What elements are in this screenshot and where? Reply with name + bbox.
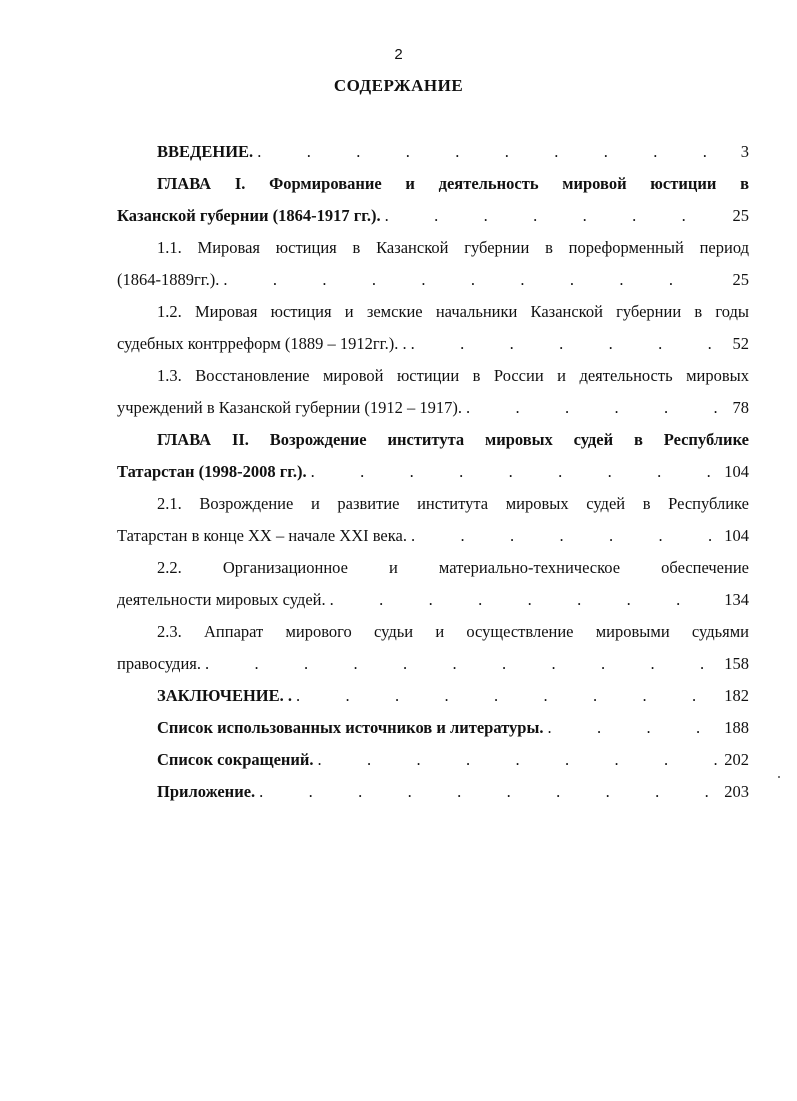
dot-leader: [253, 136, 719, 168]
toc-line-text: Список сокращений.: [157, 750, 314, 769]
toc-entry-section-2-3[interactable]: [117, 616, 749, 680]
toc-line-text: учреждений в Казанской губернии (1912 – 1917).: [117, 398, 463, 417]
toc-line-text: ГЛАВА I. Формирование и деятельность мировой юстиции в: [157, 174, 749, 193]
toc-line-text: Татарстан в конце XX – начале XXI века.: [117, 526, 407, 545]
toc-line: [117, 328, 749, 360]
toc-line-text: 1.2. Мировая юстиция и земские начальники Казанской губернии в годы: [157, 302, 749, 321]
toc-page-number: 182: [724, 686, 749, 705]
toc-line-text: Татарстан (1998-2008 гг.).: [117, 462, 307, 481]
toc-line-text: судебных контрреформ (1889 – 1912гг.). .: [117, 334, 407, 353]
toc-line: [117, 776, 749, 808]
toc-line: [117, 680, 749, 712]
toc-line-text: деятельности мировых судей.: [117, 590, 326, 609]
toc-page-number: 158: [724, 654, 749, 673]
toc-entry-section-2-2[interactable]: [117, 552, 749, 616]
toc-line: [117, 232, 749, 264]
toc-entry-section-1-2[interactable]: [117, 296, 749, 360]
scan-speck: [778, 776, 780, 778]
toc-page-number: 188: [724, 718, 749, 737]
toc-line: [117, 200, 749, 232]
toc-line: [117, 520, 749, 552]
toc-line-text: ЗАКЛЮЧЕНИЕ. .: [157, 686, 292, 705]
toc-line: [117, 744, 749, 776]
toc-line: [117, 552, 749, 584]
toc-line: [117, 616, 749, 648]
dot-leader: [314, 744, 719, 776]
toc-line-text: ВВЕДЕНИЕ.: [157, 142, 254, 161]
dot-leader: [407, 328, 719, 360]
toc-line-text: Приложение.: [157, 782, 256, 801]
toc-page-number: 134: [724, 590, 749, 609]
toc-line-text: 1.1. Мировая юстиция в Казанской губернии в пореформенный период: [157, 238, 749, 257]
toc-page-number: 78: [732, 398, 749, 417]
toc-line-text: 2.3. Аппарат мирового судьи и осуществление мировыми судьями: [157, 622, 749, 641]
toc-entry-chapter-1[interactable]: [117, 168, 749, 232]
toc-entry-introduction[interactable]: [117, 136, 749, 168]
toc-entry-appendix[interactable]: [117, 776, 749, 808]
toc-line-text: 1.3. Восстановление мировой юстиции в России и деятельность мировых: [157, 366, 749, 385]
dot-leader: [201, 648, 719, 680]
toc-line-text: 2.1. Возрождение и развитие института мировых судей в Республике: [157, 494, 749, 513]
page-number: 2: [394, 46, 403, 63]
toc-line: [117, 168, 749, 200]
dot-leader: [543, 712, 719, 744]
toc-line: [117, 488, 749, 520]
toc-page-number: 3: [740, 142, 749, 161]
toc-entry-section-1-1[interactable]: [117, 232, 749, 296]
toc-page-number: 52: [732, 334, 749, 353]
toc-line: [117, 264, 749, 296]
dot-leader: [462, 392, 719, 424]
toc-entry-section-2-1[interactable]: [117, 488, 749, 552]
toc-page-number: 203: [724, 782, 749, 801]
toc-entry-bibliography[interactable]: [117, 712, 749, 744]
toc-line: [117, 392, 749, 424]
toc-line: [117, 296, 749, 328]
toc-page-number: 104: [724, 526, 749, 545]
table-of-contents: [117, 136, 749, 808]
toc-entry-conclusion[interactable]: [117, 680, 749, 712]
toc-line: [117, 456, 749, 488]
toc-line-text: Казанской губернии (1864-1917 гг.).: [117, 206, 381, 225]
toc-line: [117, 360, 749, 392]
toc-line-text: (1864-1889гг.).: [117, 270, 220, 289]
toc-line: [117, 424, 749, 456]
dot-leader: [219, 264, 719, 296]
toc-line-text: Список использованных источников и литературы.: [157, 718, 544, 737]
toc-line: [117, 584, 749, 616]
toc-entry-abbreviations[interactable]: [117, 744, 749, 776]
toc-page-number: 202: [724, 750, 749, 769]
toc-page-number: 25: [732, 270, 749, 289]
dot-leader: [381, 200, 719, 232]
toc-entry-chapter-2[interactable]: [117, 424, 749, 488]
toc-line: [117, 136, 749, 168]
toc-line-text: правосудия.: [117, 654, 201, 673]
dot-leader: [307, 456, 719, 488]
toc-line-text: ГЛАВА II. Возрождение института мировых судей в Республике: [157, 430, 749, 449]
toc-line: [117, 648, 749, 680]
toc-page-number: 25: [732, 206, 749, 225]
page-title: СОДЕРЖАНИЕ: [333, 76, 464, 95]
dot-leader: [292, 680, 719, 712]
toc-line: [117, 712, 749, 744]
toc-page-number: 104: [724, 462, 749, 481]
toc-entry-section-1-3[interactable]: [117, 360, 749, 424]
dot-leader: [407, 520, 719, 552]
dot-leader: [255, 776, 719, 808]
toc-line-text: 2.2. Организационное и материально-техническое обеспечение: [157, 558, 749, 577]
dot-leader: [326, 584, 719, 616]
